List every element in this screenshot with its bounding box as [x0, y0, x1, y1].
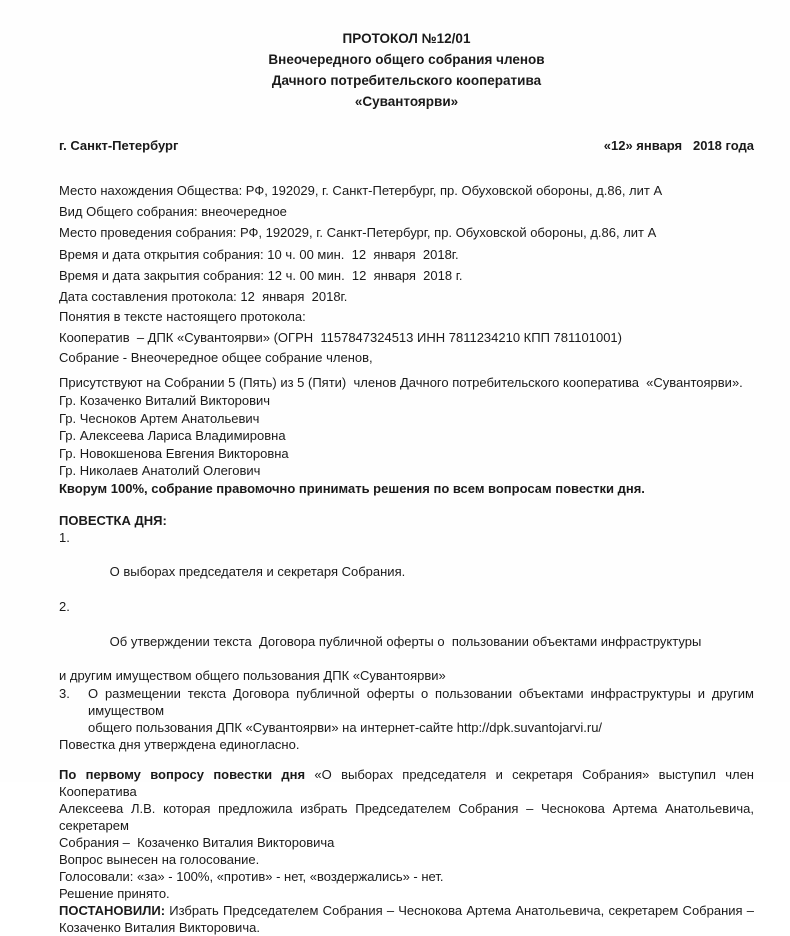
- meta-line-protocol-date: Дата составления протокола: 12 января 2018г.: [59, 289, 348, 305]
- member-name: Гр. Николаев Анатолий Олегович: [59, 463, 261, 479]
- member-name: Гр. Новокшенова Евгения Викторовна: [59, 445, 289, 461]
- meta-line-venue: Место проведения собрания: РФ, 192029, г. Санкт-Петербург, пр. Обуховской обороны, д.86, лит А: [59, 225, 657, 241]
- meta-line-company-location: Место нахождения Общества: РФ, 192029, г. Санкт-Петербург, пр. Обуховской обороны, д.86, лит А: [59, 183, 663, 198]
- meta-line-opening-time: Время и дата открытия собрания: 10 ч. 00 мин. 12 января 2018г.: [59, 246, 459, 262]
- definitions-section: [59, 307, 754, 368]
- member-name: Гр. Чесноков Артем Анатольевич: [59, 410, 260, 426]
- agenda-item-text: Об утверждении текста Договора публичной оферты о пользовании объектами инфраструктуры: [109, 633, 702, 649]
- resolution-label: ПОСТАНОВИЛИ:: [59, 902, 166, 918]
- title-line-organization-name: «Сувантоярви»: [354, 94, 459, 109]
- question1-lead-line: [59, 766, 754, 800]
- agenda-item-number: 3.: [59, 685, 70, 701]
- agenda-item-text: О выборах председателя и секретаря Собрания.: [109, 564, 406, 580]
- definition-cooperative: Кооператив – ДПК «Сувантоярви» (ОГРН 1157847324513 ИНН 7811234210 КПП 781101001): [59, 329, 622, 345]
- agenda-item-3: [59, 685, 754, 720]
- agenda-item-number: 1.: [59, 529, 70, 545]
- agenda-item-3-continuation: общего пользования ДПК «Сувантоярви» на интернет-сайте http://dpk.suvantojarvi.ru/: [88, 720, 603, 736]
- question1-lead-bold: По первому вопросу повестки дня: [59, 766, 306, 782]
- title-line-organization: Дачного потребительского кооператива: [271, 73, 542, 88]
- attendees-intro: Присутствуют на Собрании 5 (Пять) из 5 (Пяти) членов Дачного потребительского кооператива «Сувантоярви».: [59, 375, 743, 391]
- agenda-item-1: [59, 529, 754, 598]
- question1-section: [59, 766, 754, 936]
- definitions-heading: Понятия в тексте настоящего протокола:: [59, 309, 306, 325]
- quorum-statement: Кворум 100%, собрание правомочно принимать решения по всем вопросам повестки дня.: [59, 481, 645, 496]
- attendees-section: [59, 374, 754, 497]
- question1-line-3: Собрания – Козаченко Виталия Викторовича: [59, 834, 335, 850]
- agenda-heading: ПОВЕСТКА ДНЯ:: [59, 512, 167, 528]
- member-name: Гр. Козаченко Виталий Викторович: [59, 393, 271, 409]
- meeting-meta: [59, 180, 754, 307]
- question1-lead-rest: «О выборах председателя и секретаря Собрания» выступил член Кооператива: [59, 766, 754, 799]
- member-name: Гр. Алексеева Лариса Владимировна: [59, 428, 286, 444]
- vote-results: Голосовали: «за» - 100%, «против» - нет, «воздержались» - нет.: [59, 868, 444, 884]
- agenda-item-number: 2.: [59, 599, 70, 615]
- agenda-item-2: [59, 598, 754, 667]
- document-title: [59, 28, 754, 112]
- agenda-item-2-continuation: и другим имуществом общего пользования ДПК «Сувантоярви»: [59, 668, 446, 684]
- resolution-line-1: [59, 902, 754, 919]
- agenda-approved-statement: Повестка дня утверждена единогласно.: [59, 737, 300, 753]
- city-date-row: [59, 137, 754, 154]
- agenda-item-text: О размещении текста Договора публичной оферты о пользовании объектами инфраструктуры и другим имуществом: [88, 685, 754, 718]
- agenda-section: [59, 512, 754, 754]
- city-label: г. Санкт-Петербург: [59, 138, 179, 153]
- meta-line-meeting-kind: Вид Общего собрания: внеочередное: [59, 204, 287, 220]
- resolution-line-2: Козаченко Виталия Викторовича.: [59, 919, 260, 935]
- definition-meeting: Собрание - Внеочередное общее собрание членов,: [59, 350, 373, 366]
- date-label: «12» января 2018 года: [603, 138, 754, 153]
- vote-called-statement: Вопрос вынесен на голосование.: [59, 851, 260, 867]
- title-line-protocol-number: ПРОТОКОЛ №12/01: [342, 31, 471, 46]
- title-line-meeting-type: Внеочередного общего собрания членов: [268, 52, 545, 67]
- question1-line-2: Алексеева Л.В. которая предложила избрать Председателем Собрания – Чеснокова Артема Анатольевича, секретарем: [59, 800, 754, 833]
- resolution-text: Избрать Председателем Собрания – Чеснокова Артема Анатольевича, секретарем Собрания –: [165, 902, 754, 918]
- decision-accepted: Решение принято.: [59, 885, 170, 901]
- meta-line-closing-time: Время и дата закрытия собрания: 12 ч. 00 мин. 12 января 2018 г.: [59, 267, 463, 283]
